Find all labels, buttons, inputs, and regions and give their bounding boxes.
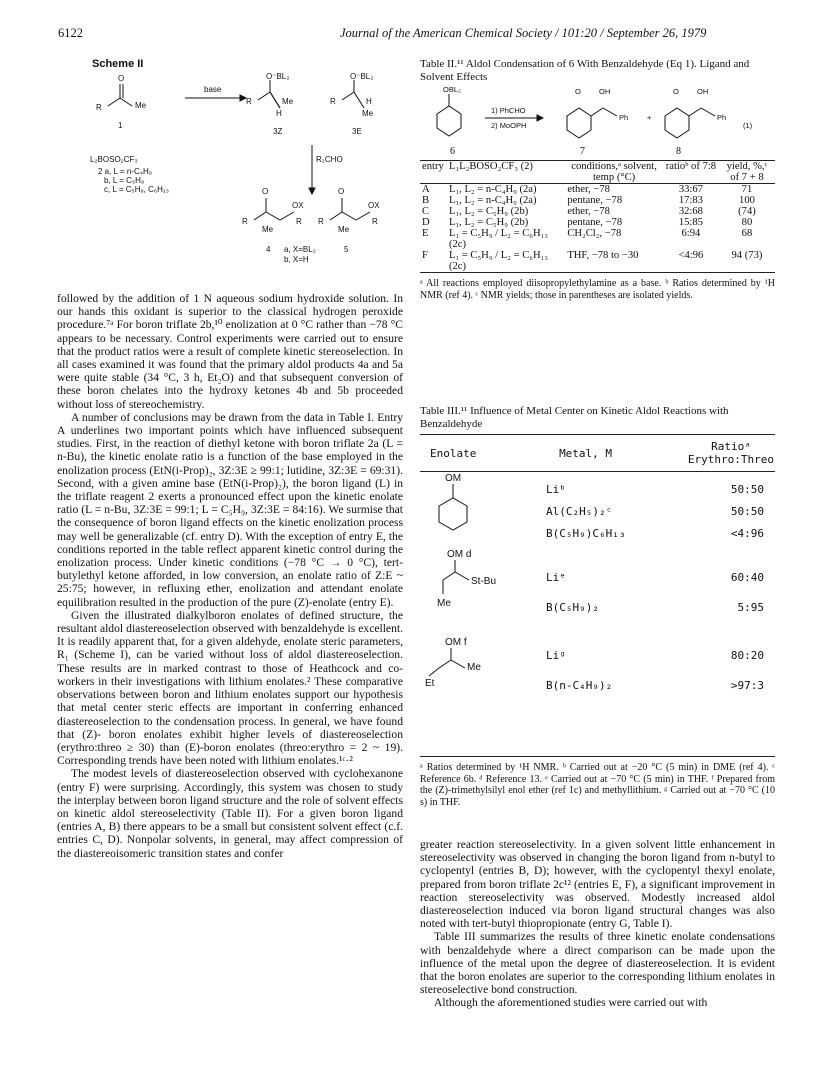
left-column	[57, 292, 403, 860]
paragraph: The modest levels of diastereoselection observed with cyclohexanone (entry F) were surprising. Accordingly, this system was chosen to study the interplay between boron ligand structure and the role of solvent effects on kinetic aldol stereoselectivity (Table II). For a given boron ligand (entries A, B) there appears to be a small but consistent solvent effect (c.f. entries C, D). Nonpolar solvents, in general, may affect compression of the diastereoisomeric transition states and confer	[57, 767, 403, 860]
t2-header-conditions: conditions,ᵃ solvent, temp (°C)	[571, 161, 657, 183]
table-row: D L₁, L₂ = C₅H₉ (2b) pentane, −78 15:85 80	[422, 217, 753, 228]
t2-header-ratio: ratioᵇ of 7:8	[665, 161, 717, 172]
paragraph: followed by the addition of 1 N aqueous sodium hydroxide solution. In our hands this oxidant is superior to the classical hydrogen peroxide procedure.⁷ᵃ For boron triflate 2b,¹⁰ enolization at 0 °C rather than −78 °C appears to be necessary. Control experiments were carried out to ensure that the product ratios were a result of complete kinetic stereoselection. In all cases examined it was found that the primary aldol products 4a and 5a were quite stable (34 °C, 3 h, Et₂O) and that subsequent conversion of these boron chelates into the hydroxy ketones 4b and 5b proceeded without loss of stereochemistry.	[57, 292, 403, 411]
svg-text:R: R	[372, 217, 378, 226]
table-row: Al(C₂H₅)₂ᶜ 50:50	[546, 504, 764, 518]
svg-text:O: O	[118, 74, 125, 83]
table-row: B(C₅H₉)₂ 5:95	[546, 600, 764, 614]
label-1: 1	[118, 121, 123, 130]
svg-text:OX: OX	[292, 201, 304, 210]
table2-footnote: ᵃ All reactions employed diisopropylethylamine as a base. ᵇ Ratios determined by ¹H NMR (ref 4). ᶜ NMR yields; those in parentheses are isolated yields.	[420, 278, 775, 301]
svg-text:OH: OH	[599, 87, 611, 96]
label-2b: b, L = C₅H₉	[104, 176, 145, 185]
svg-text:R: R	[242, 217, 248, 226]
svg-text:Me: Me	[362, 109, 374, 118]
page-number: 6122	[58, 26, 83, 40]
eq-plus: +	[647, 113, 652, 122]
enolate-label-3: OM f	[445, 637, 467, 648]
eq-reagent: OBL₂	[443, 85, 461, 94]
table-row: B(C₅H₉)C₆H₁₃ <4:96	[546, 526, 764, 540]
svg-text:OX: OX	[368, 201, 380, 210]
enolate-2-sub-1: St-Bu	[471, 576, 497, 587]
table3-footnote: ᵃ Ratios determined by ¹H NMR. ᵇ Carried out at −20 °C (5 min) in DME (ref 4). ᶜ Reference 6b. ᵈ Reference 13. ᵉ Carried out at −70 °C (5 min) in THF. ᶠ Prepared from the (Z)-trimethylsilyl enol ether (ref 1c) and methyllithium. ᵍ Carried out at −70 °C (10 s) in THF.	[420, 762, 775, 808]
enolate-2-sub-2: Me	[437, 598, 451, 609]
eq-label-6: 6	[450, 146, 455, 157]
paragraph: Although the aforementioned studies were carried out with	[434, 996, 708, 1010]
journal-header: Journal of the American Chemical Society / 101:20 / September 26, 1979	[340, 26, 707, 40]
table-row: Liᵍ 80:20	[546, 648, 764, 662]
table3-body	[545, 478, 765, 700]
svg-text:H: H	[276, 109, 282, 118]
table-row: Liᵇ 50:50	[546, 482, 764, 496]
table-row: C L₁, L₂ = C₅H₉ (2b) ether, −78 32:68 (74)	[422, 206, 756, 217]
svg-text:OH: OH	[697, 87, 709, 96]
table-row: E L₁ = C₅H₉ / L₂ = C₆H₁₃ (2c) CH₂Cl₂, −78 6:94 68	[422, 228, 753, 250]
svg-text:Me: Me	[262, 225, 274, 234]
eq-number: (1)	[743, 121, 753, 130]
svg-text:Ph: Ph	[717, 113, 727, 122]
svg-text:Me: Me	[135, 101, 147, 110]
table2-body	[420, 184, 775, 272]
table-row: B(n-C₄H₉)₂ >97:3	[546, 678, 764, 692]
right-column	[420, 838, 775, 1010]
t3-header-metal: Metal, M	[559, 446, 613, 460]
eq-label-7: 7	[580, 146, 585, 157]
t2-header-entry: entry	[422, 161, 444, 172]
label-3e: 3E	[352, 127, 362, 136]
t3-header-ratio: Ratioᵃ Erythro:Threo	[687, 440, 774, 466]
svg-text:Ph: Ph	[619, 113, 629, 122]
paragraph: A number of conclusions may be drawn from the data in Table I. Entry A underlines two important points which have influenced subsequent studies. First, in the reaction of diethyl ketone with boron triflate 2a (L = n-Bu), the kinetic enolate ratio is a function of the base employed in the enolization process (EtN(i-Prop)₂, 3Z:3E ≥ 99:1; lutidine, 3Z:3E = 69:31). Second, with a given amine base (EtN(i-Prop)₂), the boron ligand (L) in the triflate reagent 2 exerts a pronounced effect upon the kinetic enolate ratio (L = n-Bu, 3Z:3E = 99:1; L = C₅H₉, 3Z:3E = 84:16). We surmise that the consequence of boron ligand effects on the kinetic enolization process may well be generalizable (cf. entry D). With the exception of entry E, the conditions reported in the table reflect apparent kinetic control during the enolization process. Under kinetic conditions (−78 °C → 0 °C), tert-butylethyl ketone afforded, in low conversion, an enolate ratio of Z:E ~ 25:75; however, in refluxing ether, enolization and attendant enolate equilibration resulted in the production of the pure (Z)-enolate (entry E).	[57, 410, 403, 609]
table3-bottom-rule	[420, 756, 775, 757]
scheme-title: Scheme II	[92, 58, 144, 70]
label-4a: a, X=BL₂	[284, 245, 316, 254]
svg-text:R: R	[96, 103, 102, 112]
svg-text:O: O	[575, 87, 581, 96]
table3-caption: Table III.¹¹ Influence of Metal Center on Kinetic Aldol Reactions with Benzaldehyde	[420, 405, 729, 430]
table3	[420, 434, 775, 472]
table2-equation	[425, 84, 775, 146]
label-4b: b, X=H	[284, 255, 309, 264]
enolate-label-1: OM	[445, 473, 462, 484]
label-2c: c, L = C₅H₉, C₆H₁₃	[104, 185, 169, 194]
table2-caption: Table II.¹¹ Aldol Condensation of 6 With Benzaldehyde (Eq 1). Ligand and Solvent Effects	[420, 58, 750, 83]
label-3z: 3Z	[273, 127, 283, 136]
label-5: 5	[344, 245, 349, 254]
table-row: Liᵉ 60:40	[546, 570, 764, 584]
eq-step1: 1) PhCHO	[491, 106, 526, 115]
paragraph: Table III summarizes the results of three kinetic enolate condensations with benzaldehyde where a direct comparison can be made upon the influence of the metal upon the degree of diastereoselection. It is evident that the boron enolates are superior to the corresponding lithium enolates in stereoselective bond construction.	[420, 930, 775, 997]
paragraph: Given the illustrated dialkylboron enolates of defined structure, the resultant aldol diastereoselection observed with benzaldehyde is excellent. It is readily apparent that, for a given aldehyde, enolate steric parameters, R₁ (Scheme I), can be varied without loss of aldol diastereoselection. These results are in marked contrast to those of Heathcock and co-workers in their investigations with lithium enolates.² These comparative observations between boron and lithium enolates support our hypothesis that metal center steric effects are important in conferring enhanced diastereoselection to the condensation process. In general, we have found that (Z)- boron enolates exhibit higher levels of diastereoselection (erythro:threo ≥ 30) than (E)-boron enolates (threo:erythro = 2 ~ 19). Corresponding trends have been noted with lithium enolates.¹ᶜ·²	[57, 608, 403, 768]
svg-text:Me: Me	[282, 97, 294, 106]
enolate-3-sub-2: Et	[425, 678, 435, 689]
t2-header-yield: yield, %,ᶜ of 7 + 8	[726, 161, 768, 183]
label-r2cho: R₂CHO	[316, 155, 343, 164]
scheme-ii-drawing	[90, 70, 410, 290]
t3-header-enolate: Enolate	[430, 446, 477, 460]
enolate-label-2: OM d	[447, 549, 472, 560]
svg-text:R: R	[246, 97, 252, 106]
enolate-3-sub-1: Me	[467, 662, 481, 673]
table2	[420, 160, 775, 301]
svg-text:Me: Me	[338, 225, 350, 234]
svg-text:R: R	[318, 217, 324, 226]
t2-header-reagent: L₁L₂BOSO₂CF₃ (2)	[448, 161, 533, 172]
svg-text:O⁻BL₂: O⁻BL₂	[266, 72, 290, 81]
label-4: 4	[266, 245, 271, 254]
label-base: base	[204, 85, 222, 94]
table3-enolate-structures	[425, 470, 545, 720]
table-row: B L₁, L₂ = n-C₄H₉ (2a) pentane, −78 17:83 100	[422, 195, 755, 206]
eq-label-8: 8	[676, 146, 681, 157]
label-reagent: L₂BOSO₂CF₃	[90, 155, 138, 164]
svg-text:O: O	[262, 187, 269, 196]
label-2a: 2 a, L = n-C₄H₉	[98, 167, 152, 176]
paragraph: greater reaction stereoselectivity. In a given solvent little enhancement in stereoselectivity was observed in changing the boron ligand from n-butyl to cyclopentyl (entries B, D); however, with the cyclopentyl thexyl enolate, prepared from boron triflate 2c¹² (entries E, F), a significant improvement in reaction stereoselectivity was observed. Modestly increased aldol diastereoselection induced via boron ligand structural changes was also noted with tert-butyl thiopropionate (entry G, Table I).	[420, 838, 775, 931]
svg-text:O: O	[673, 87, 679, 96]
svg-text:R: R	[296, 217, 302, 226]
eq-step2: 2) MoOPH	[491, 121, 527, 130]
svg-text:O⁻BL₂: O⁻BL₂	[350, 72, 374, 81]
svg-text:H: H	[366, 97, 372, 106]
svg-text:R: R	[330, 97, 336, 106]
table-row: A L₁, L₂ = n-C₄H₉ (2a) ether, −78 33:67 71	[422, 184, 753, 195]
table-row: F L₁ = C₅H₉ / L₂ = C₆H₁₃ (2c) THF, −78 to −30 <4:96 94 (73)	[422, 250, 763, 272]
svg-text:O: O	[338, 187, 345, 196]
